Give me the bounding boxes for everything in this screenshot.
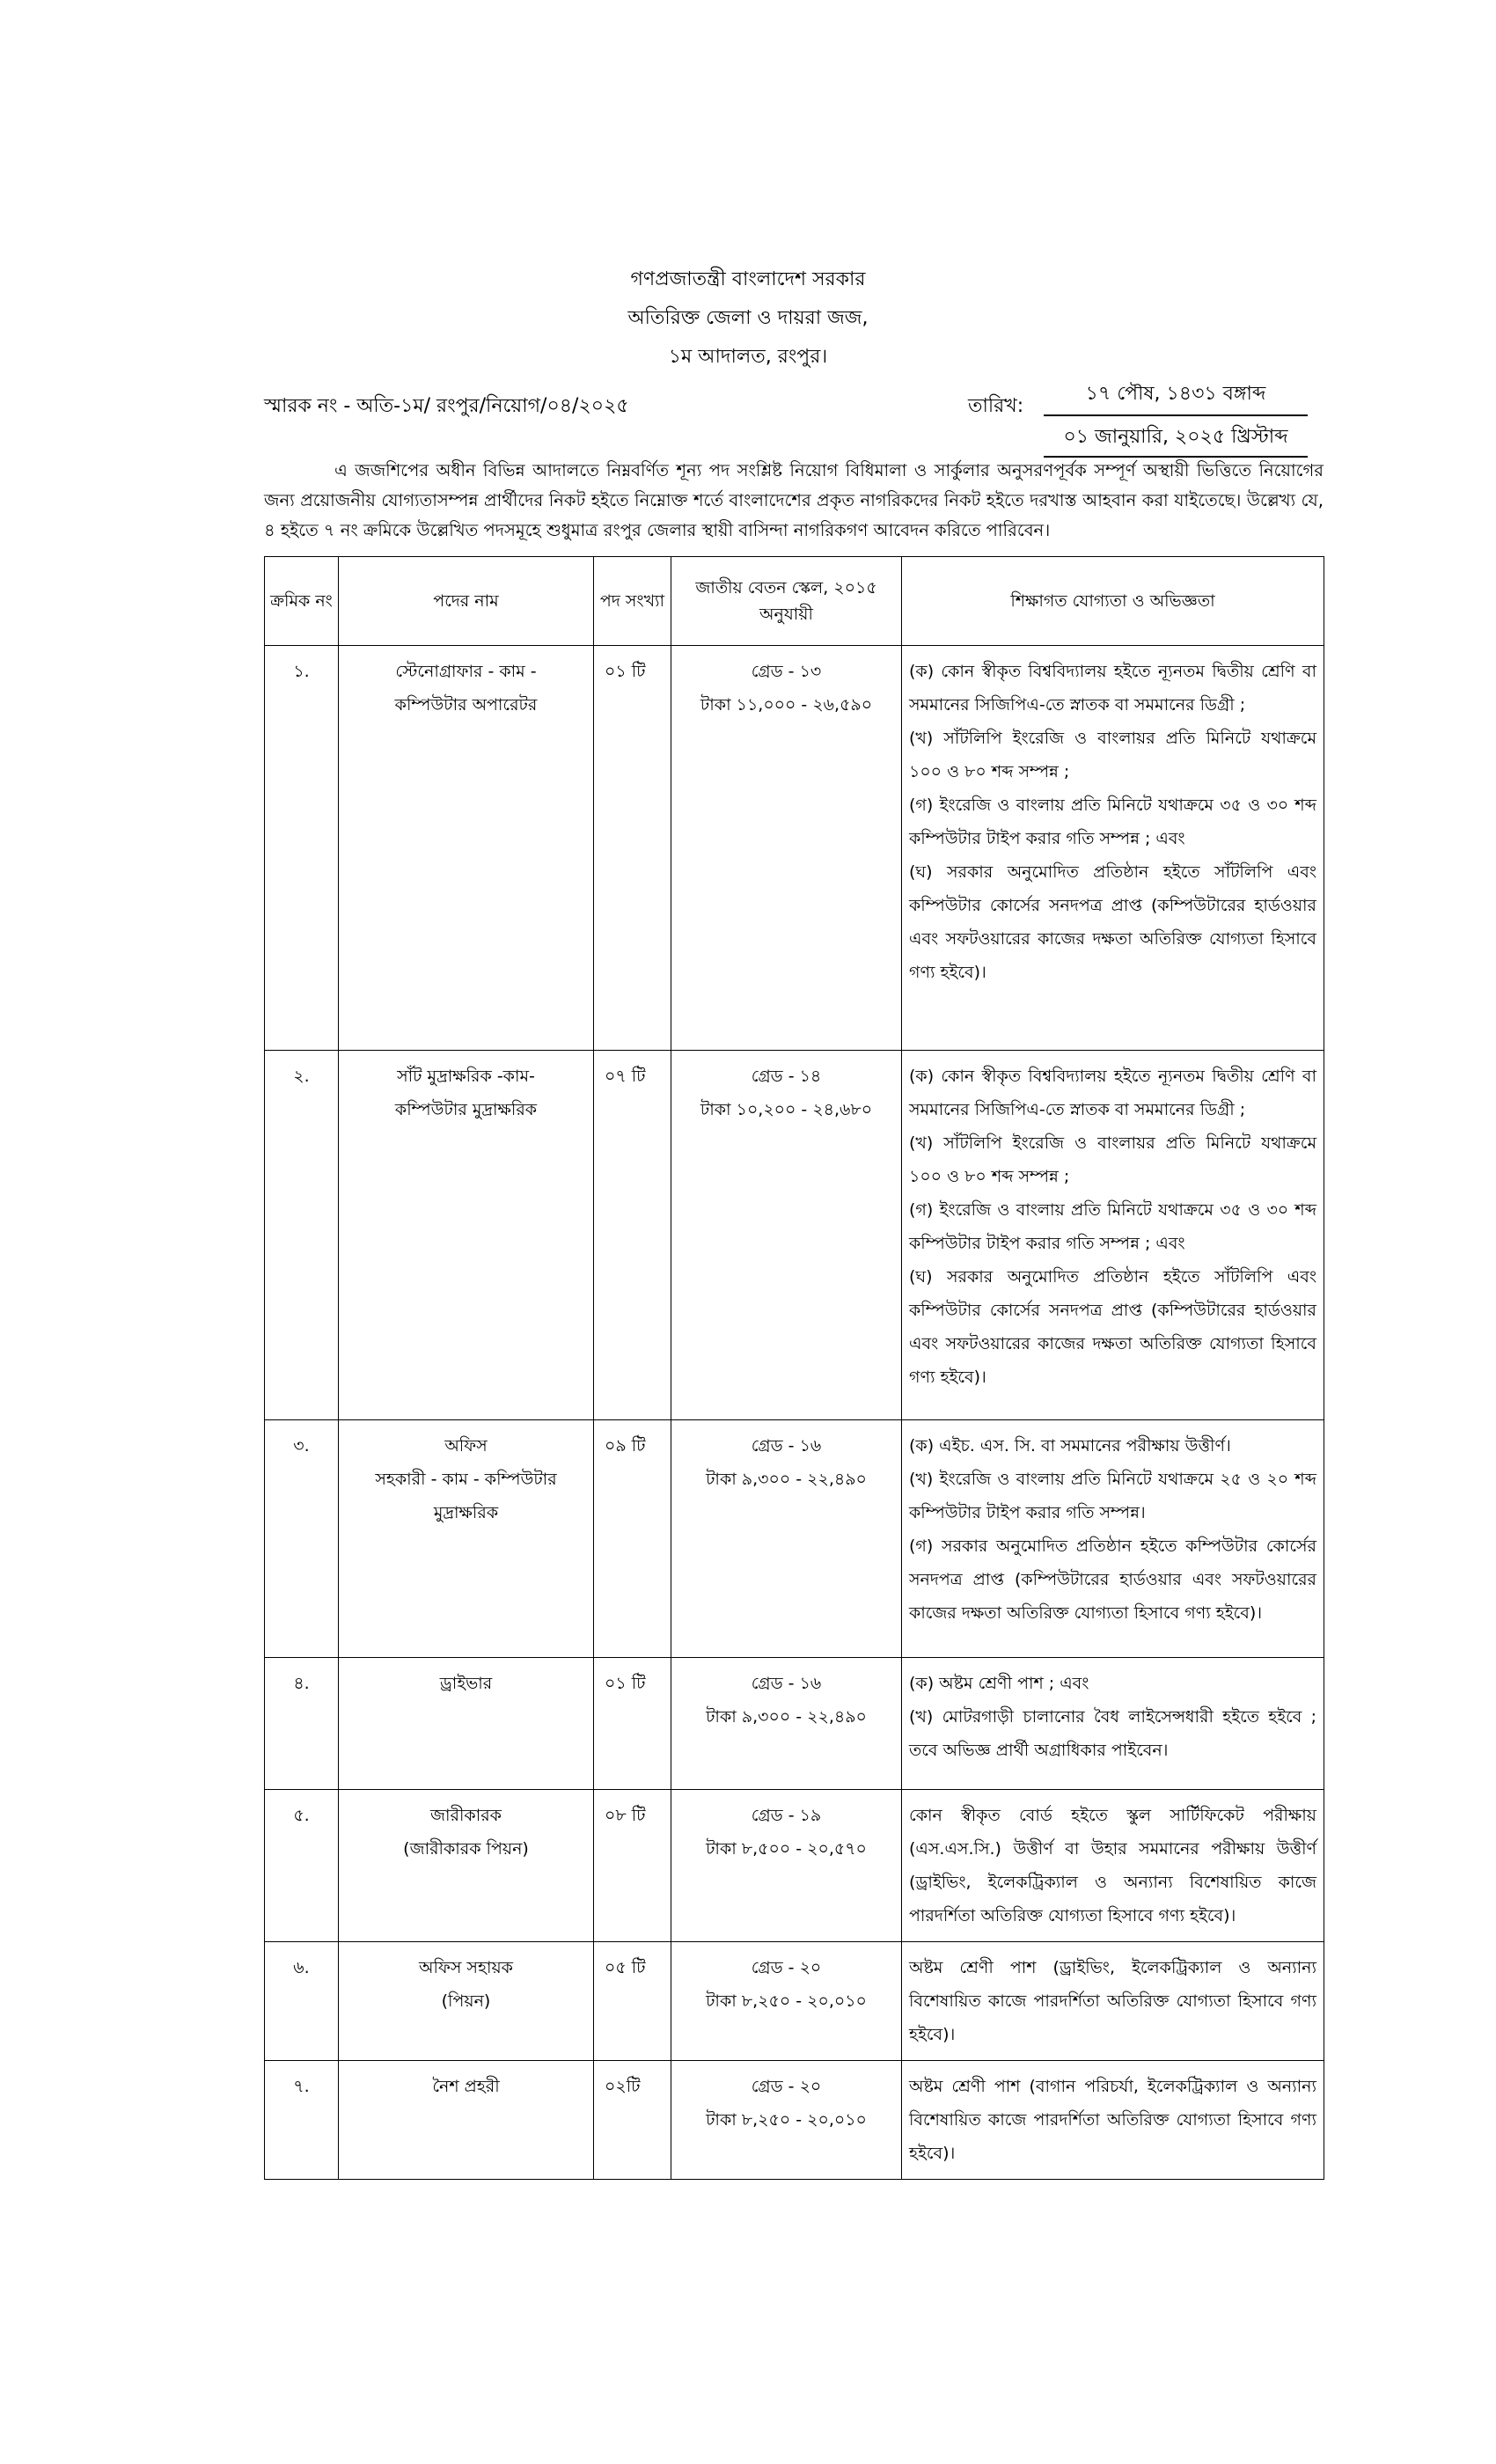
header-pay-scale: জাতীয় বেতন স্কেল, ২০১৫ অনুযায়ী	[671, 557, 902, 646]
row-pay-scale	[671, 1051, 902, 1420]
table-body	[265, 646, 1324, 2180]
post-name-line: কম্পিউটার মুদ্রাক্ষরিক	[394, 1100, 538, 1119]
row-post-name	[339, 1051, 594, 1420]
row-pay-scale	[671, 2061, 902, 2180]
qualification-item: অষ্টম শ্রেণী পাশ (বাগান পরিচর্যা, ইলেকট্রিক্যাল ও অন্যান্য বিশেষায়িত কাজে পারদর্শিতা অতিরিক্ত যোগ্যতা হিসাবে গণ্য হইবে)।	[909, 2077, 1316, 2163]
qualification-item: (ঘ) সরকার অনুমোদিত প্রতিষ্ঠান হইতে সাঁটলিপি এবং কম্পিউটার কোর্সের সনদপত্র প্রাপ্ত (কম্পিউটারের হার্ডওয়ার এবং সফটওয়ারের কাজের দক্ষতা অতিরিক্ত যোগ্যতা হিসাবে গণ্য হইবে)।	[909, 862, 1316, 982]
row-post-count: ০৭ টি	[594, 1051, 671, 1420]
qualification-item: (গ) ইংরেজি ও বাংলায় প্রতি মিনিটে যথাক্রমে ৩৫ ও ৩০ শব্দ কম্পিউটার টাইপ করার গতি সম্পন্ন ; এবং	[909, 796, 1316, 848]
qualification-item: (ক) কোন স্বীকৃত বিশ্ববিদ্যালয় হইতে ন্যূনতম দ্বিতীয় শ্রেণি বা সমমানের সিজিপিএ-তে স্নাতক বা সমমানের ডিগ্রী ;	[909, 662, 1316, 715]
header-post-count: পদ সংখ্যা	[594, 557, 671, 646]
row-post-count: ০২টি	[594, 2061, 671, 2180]
qualification-item: কোন স্বীকৃত বোর্ড হইতে স্কুল সার্টিফিকেট পরীক্ষায় (এস.এস.সি.) উত্তীর্ণ বা উহার সমমানের পরীক্ষায় উত্তীর্ণ (ড্রাইভিং, ইলেকট্রিক্যাল ও অন্যান্য বিশেষায়িত কাজে পারদর্শিতা অতিরিক্ত যোগ্যতা হিসাবে গণ্য হইবে)।	[909, 1806, 1316, 1925]
qualification-item: (গ) সরকার অনুমোদিত প্রতিষ্ঠান হইতে কম্পিউটার কোর্সের সনদপত্র প্রাপ্ত (কম্পিউটারের হার্ডওয়ার এবং সফটওয়ারের কাজের দক্ষতা অতিরিক্ত যোগ্যতা হিসাবে গণ্য হইবে)।	[909, 1536, 1316, 1623]
date-english: ০১ জানুয়ারি, ২০২৫ খ্রিস্টাব্দ	[1044, 416, 1308, 458]
date-label: তারিখ:	[968, 395, 1024, 417]
header-qualification: শিক্ষাগত যোগ্যতা ও অভিজ্ঞতা	[902, 557, 1324, 646]
row-qualification	[902, 646, 1324, 1051]
row-post-name	[339, 1420, 594, 1658]
row-post-count: ০১ টি	[594, 1658, 671, 1790]
row-serial: ৬.	[265, 1942, 339, 2061]
row-post-count: ০৯ টি	[594, 1420, 671, 1658]
row-serial: ৩.	[265, 1420, 339, 1658]
header-government: গণপ্রজাতন্ত্রী বাংলাদেশ সরকার	[630, 268, 866, 290]
qualification-item: (খ) ইংরেজি ও বাংলায় প্রতি মিনিটে যথাক্রমে ২৫ ও ২০ শব্দ কম্পিউটার টাইপ করার গতি সম্পন্ন।	[909, 1470, 1316, 1522]
pay-range: টাকা ১০,২০০ - ২৪,৬৮০	[700, 1100, 873, 1119]
row-pay-scale	[671, 1420, 902, 1658]
table-row	[265, 1420, 1324, 1658]
row-post-name	[339, 646, 594, 1051]
qualification-item: (ক) কোন স্বীকৃত বিশ্ববিদ্যালয় হইতে ন্যূনতম দ্বিতীয় শ্রেণি বা সমমানের সিজিপিএ-তে স্নাতক বা সমমানের ডিগ্রী ;	[909, 1067, 1316, 1119]
row-pay-scale	[671, 1658, 902, 1790]
row-qualification	[902, 1420, 1324, 1658]
row-qualification	[902, 1658, 1324, 1790]
header-post-name: পদের নাম	[339, 557, 594, 646]
header-court: অতিরিক্ত জেলা ও দায়রা জজ,	[627, 307, 869, 329]
row-serial: ৫.	[265, 1790, 339, 1942]
qualification-item: (ক) অষ্টম শ্রেণী পাশ ; এবং	[909, 1674, 1089, 1693]
table-row	[265, 1658, 1324, 1790]
qualification-item: (ঘ) সরকার অনুমোদিত প্রতিষ্ঠান হইতে সাঁটলিপি এবং কম্পিউটার কোর্সের সনদপত্র প্রাপ্ত (কম্পিউটারের হার্ডওয়ার এবং সফটওয়ারের কাজের দক্ষতা অতিরিক্ত যোগ্যতা হিসাবে গণ্য হইবে)।	[909, 1267, 1316, 1387]
date-bangla: ১৭ পৌষ, ১৪৩১ বঙ্গাব্দ	[1044, 378, 1308, 416]
row-post-name	[339, 1790, 594, 1942]
row-serial: ৪.	[265, 1658, 339, 1790]
row-post-name	[339, 1658, 594, 1790]
post-name-line: স্টেনোগ্রাফার - কাম -	[395, 662, 537, 681]
row-post-count: ০৫ টি	[594, 1942, 671, 2061]
row-post-name	[339, 1942, 594, 2061]
qualification-item: (খ) সাঁটলিপি ইংরেজি ও বাংলায়র প্রতি মিনিটে যথাক্রমে ১০০ ও ৮০ শব্দ সম্পন্ন ;	[909, 729, 1316, 781]
memo-number: স্মারক নং - অতি-১ম/ রংপুর/নিয়োগ/০৪/২০২৫	[264, 395, 629, 417]
row-post-count: ০৮ টি	[594, 1790, 671, 1942]
office-header	[0, 260, 1496, 377]
header-serial: ক্রমিক নং	[265, 557, 339, 646]
pay-range: টাকা ৮,২৫০ - ২০,০১০	[706, 2110, 867, 2130]
row-serial: ২.	[265, 1051, 339, 1420]
post-name-line: (জারীকারক পিয়ন)	[403, 1839, 529, 1859]
row-pay-scale	[671, 646, 902, 1051]
post-name-line: মুদ্রাক্ষরিক	[433, 1503, 499, 1522]
pay-range: টাকা ৯,৩০০ - ২২,৪৯০	[706, 1470, 867, 1489]
post-name-line: কম্পিউটার অপারেটর	[394, 695, 538, 715]
table-row	[265, 2061, 1324, 2180]
pay-range: টাকা ১১,০০০ - ২৬,৫৯০	[700, 695, 873, 715]
qualification-item: অষ্টম শ্রেণী পাশ (ড্রাইভিং, ইলেকট্রিক্যাল ও অন্যান্য বিশেষায়িত কাজে পারদর্শিতা অতিরিক্ত যোগ্যতা হিসাবে গণ্য হইবে)।	[909, 1958, 1316, 2044]
pay-grade: গ্রেড - ২০	[751, 2077, 822, 2096]
table-row	[265, 646, 1324, 1051]
qualification-item: (গ) ইংরেজি ও বাংলায় প্রতি মিনিটে যথাক্রমে ৩৫ ও ৩০ শব্দ কম্পিউটার টাইপ করার গতি সম্পন্ন ; এবং	[909, 1200, 1316, 1253]
post-name-line: জারীকারক	[430, 1806, 502, 1825]
post-name-line: সহকারী - কাম - কম্পিউটার	[375, 1470, 557, 1489]
row-serial: ৭.	[265, 2061, 339, 2180]
pay-grade: গ্রেড - ১৬	[751, 1436, 822, 1456]
pay-grade: গ্রেড - ১৬	[751, 1674, 822, 1693]
row-post-count: ০১ টি	[594, 646, 671, 1051]
pay-grade: গ্রেড - ১৩	[751, 662, 822, 681]
row-pay-scale	[671, 1790, 902, 1942]
header-location: ১ম আদালত, রংপুর।	[668, 346, 828, 368]
row-qualification	[902, 2061, 1324, 2180]
post-name-line: (পিয়ন)	[441, 1991, 491, 2011]
row-post-name	[339, 2061, 594, 2180]
vacancy-table	[264, 556, 1324, 2180]
table-header-row	[265, 557, 1324, 646]
qualification-item: (খ) সাঁটলিপি ইংরেজি ও বাংলায়র প্রতি মিনিটে যথাক্রমে ১০০ ও ৮০ শব্দ সম্পন্ন ;	[909, 1133, 1316, 1186]
pay-grade: গ্রেড - ১৪	[751, 1067, 822, 1086]
row-serial: ১.	[265, 646, 339, 1051]
intro-paragraph: এ জজশিপের অধীন বিভিন্ন আদালতে নিম্নবর্ণিত শূন্য পদ সংশ্লিষ্ট নিয়োগ বিধিমালা ও সার্কুলার অনুসরণপূর্বক সম্পূর্ণ অস্থায়ী ভিত্তিতে নিয়োগের জন্য প্রয়োজনীয় যোগ্যতাসম্পন্ন প্রার্থীদের নিকট হইতে নিম্নোক্ত শর্তে বাংলাদেশের প্রকৃত নাগরিকদের নিকট হইতে দরখাস্ত আহবান করা যাইতেছে। উল্লেখ্য যে, ৪ হইতে ৭ নং ক্রমিকে উল্লেখিত পদসমূহে শুধুমাত্র রংপুর জেলার স্থায়ী বাসিন্দা নাগরিকগণ আবেদন করিতে পারিবেন।	[264, 460, 1324, 540]
post-name-line: নৈশ প্রহরী	[432, 2077, 500, 2096]
qualification-item: (ক) এইচ. এস. সি. বা সমমানের পরীক্ষায় উত্তীর্ণ।	[909, 1436, 1231, 1456]
date-block	[1044, 378, 1308, 458]
post-name-line: সাঁট মুদ্রাক্ষরিক -কাম-	[397, 1067, 535, 1086]
post-name-line: ড্রাইভার	[439, 1674, 493, 1693]
pay-range: টাকা ৮,৫০০ - ২০,৫৭০	[706, 1839, 867, 1859]
table-row	[265, 1790, 1324, 1942]
row-qualification	[902, 1051, 1324, 1420]
post-name-line: অফিস সহায়ক	[419, 1958, 513, 1977]
qualification-item: (খ) মোটরগাড়ী চালানোর বৈধ লাইসেন্সধারী হইতে হইবে ; তবে অভিজ্ঞ প্রার্থী অগ্রাধিকার পাইবেন।	[909, 1707, 1316, 1760]
row-qualification	[902, 1790, 1324, 1942]
post-name-line: অফিস	[444, 1436, 488, 1456]
pay-grade: গ্রেড - ২০	[751, 1958, 822, 1977]
row-pay-scale	[671, 1942, 902, 2061]
row-qualification	[902, 1942, 1324, 2061]
table-row	[265, 1942, 1324, 2061]
table-row	[265, 1051, 1324, 1420]
pay-range: টাকা ৮,২৫০ - ২০,০১০	[706, 1991, 867, 2011]
pay-range: টাকা ৯,৩০০ - ২২,৪৯০	[706, 1707, 867, 1727]
pay-grade: গ্রেড - ১৯	[751, 1806, 822, 1825]
